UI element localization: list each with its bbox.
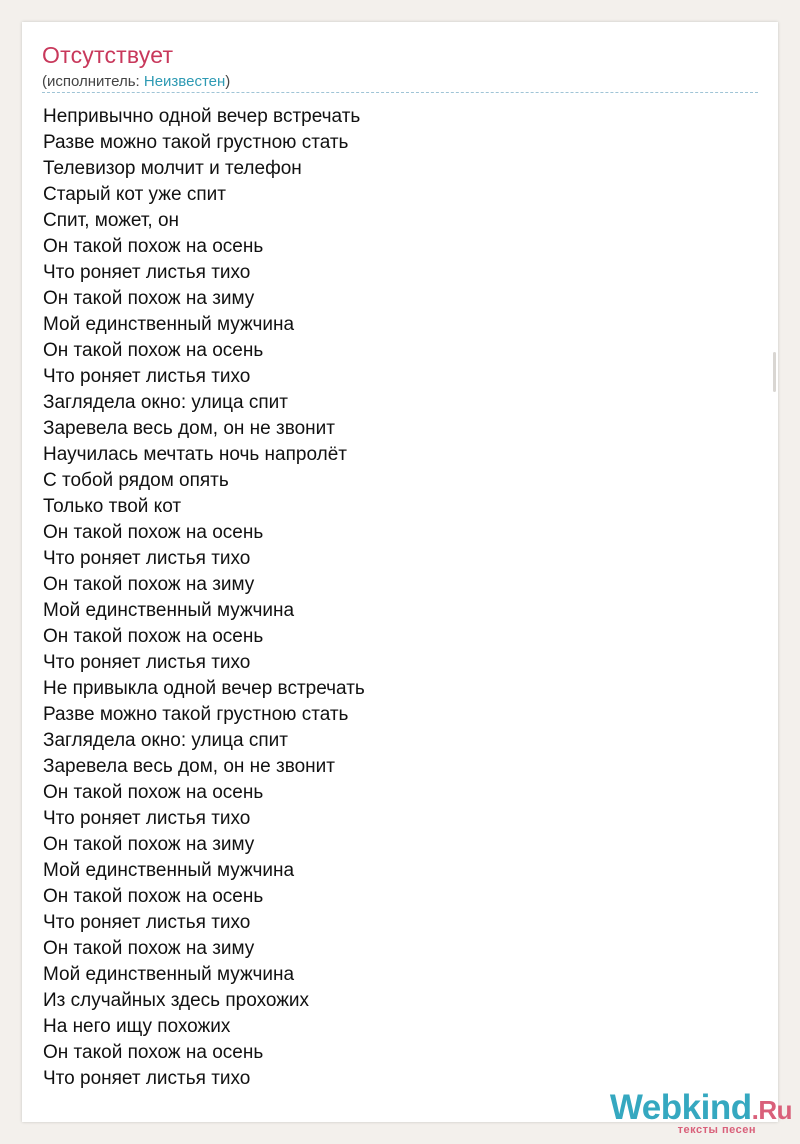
scrollbar-thumb[interactable] (773, 352, 776, 392)
lyric-line: Разве можно такой грустною стать (43, 704, 349, 725)
lyric-line: Он такой похож на осень (43, 522, 264, 543)
lyric-line: Он такой похож на зиму (43, 574, 255, 595)
lyric-line: Старый кот уже спит (43, 184, 226, 205)
lyric-line: Он такой похож на зиму (43, 938, 255, 959)
title-divider (42, 92, 758, 93)
lyric-line: Он такой похож на осень (43, 886, 264, 907)
lyric-line: Мой единственный мужчина (43, 964, 295, 985)
site-logo[interactable] (610, 1090, 792, 1136)
lyric-line: Разве можно такой грустною стать (43, 132, 349, 153)
lyric-line: Телевизор молчит и телефон (43, 158, 302, 179)
lyric-line: Он такой похож на осень (43, 626, 264, 647)
lyric-line: Что роняет листья тихо (43, 366, 251, 387)
lyrics-list (43, 104, 365, 1092)
lyric-line: Заревела весь дом, он не звонит (43, 418, 335, 439)
song-title: Отсутствует (42, 42, 174, 68)
lyric-line: Заглядела окно: улица спит (43, 730, 288, 751)
logo-main-text: Webkind (609, 1088, 752, 1127)
lyric-line: Он такой похож на зиму (43, 288, 255, 309)
lyric-line: Что роняет листья тихо (43, 652, 251, 673)
lyric-line: Из случайных здесь прохожих (43, 990, 310, 1011)
logo-tagline: тексты песен (677, 1124, 756, 1136)
logo-tld: .Ru (751, 1095, 792, 1125)
lyric-line: Заглядела окно: улица спит (43, 392, 288, 413)
lyrics-page (22, 22, 778, 1122)
lyric-line: На него ищу похожих (43, 1016, 231, 1037)
lyric-line: Мой единственный мужчина (43, 860, 295, 881)
lyric-line: Научилась мечтать ночь напролёт (43, 444, 347, 465)
artist-suffix: ) (225, 73, 231, 90)
lyric-line: Не привыкла одной вечер встречать (43, 678, 365, 699)
lyric-line: Непривычно одной вечер встречать (43, 106, 361, 127)
lyric-line: Мой единственный мужчина (43, 600, 295, 621)
lyric-line: Что роняет листья тихо (43, 1068, 251, 1089)
lyric-line: Что роняет листья тихо (43, 912, 251, 933)
artist-line (42, 73, 230, 90)
lyric-line: С тобой рядом опять (43, 470, 229, 491)
artist-prefix: (исполнитель: (42, 73, 144, 90)
lyric-line: Он такой похож на зиму (43, 834, 255, 855)
artist-link[interactable]: Неизвестен (143, 73, 226, 90)
lyric-line: Он такой похож на осень (43, 340, 264, 361)
lyric-line: Спит, может, он (43, 210, 180, 231)
lyric-line: Что роняет листья тихо (43, 548, 251, 569)
lyric-line: Мой единственный мужчина (43, 314, 295, 335)
lyric-line: Только твой кот (43, 496, 182, 517)
lyric-line: Он такой похож на осень (43, 782, 264, 803)
lyric-line: Что роняет листья тихо (43, 262, 251, 283)
lyric-line: Что роняет листья тихо (43, 808, 251, 829)
lyric-line: Заревела весь дом, он не звонит (43, 756, 335, 777)
lyric-line: Он такой похож на осень (43, 1042, 264, 1063)
lyric-line: Он такой похож на осень (43, 236, 264, 257)
